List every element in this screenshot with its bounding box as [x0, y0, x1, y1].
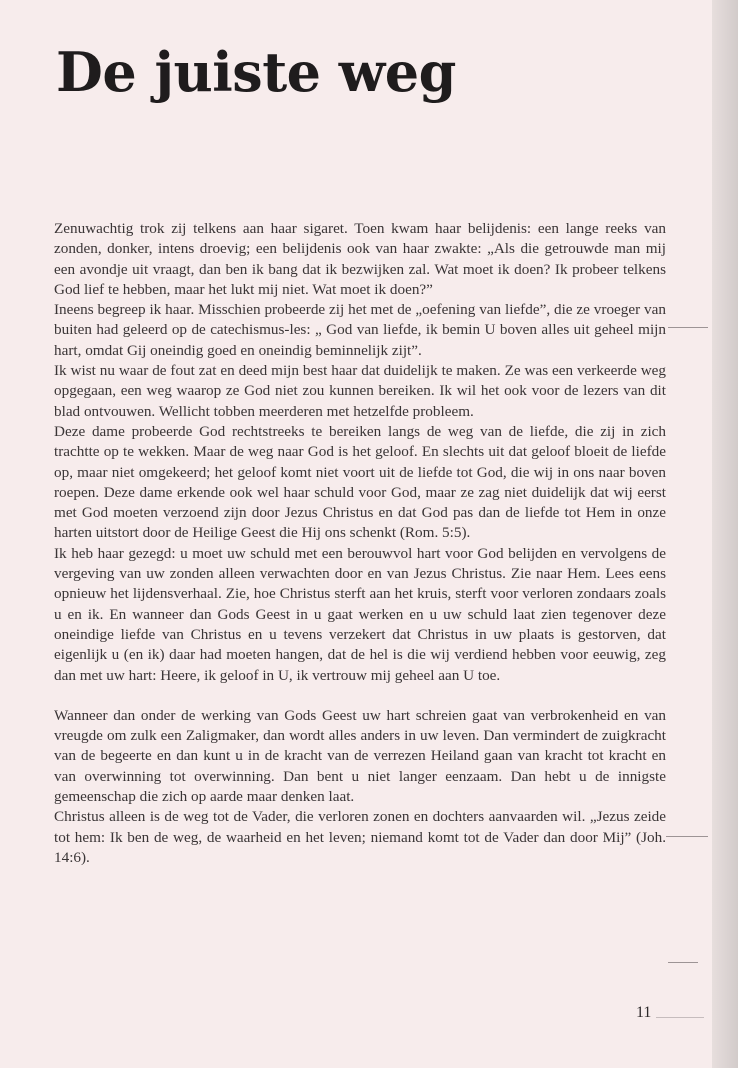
scan-mark — [666, 836, 708, 837]
paragraph: Christus alleen is de weg tot de Vader, die verloren zonen en dochters aanvaarden wil. „Jezus zeide tot hem: Ik ben de weg, de waarheid en het leven; niemand komt tot de Vader dan door Mij” (Joh. 14:6). — [54, 808, 666, 866]
article-title: De juiste weg — [56, 40, 456, 104]
paragraph: Ik wist nu waar de fout zat en deed mijn best haar dat duidelijk te maken. Ze was een verkeerde weg opgegaan, een weg waarop ze God niet zou kunnen bereiken. Ik wil het ook voor de lezers van dit blad ontvouwen. Wellicht tobben meerderen met hetzelfde probleem. — [54, 362, 666, 420]
paragraph: Zenuwachtig trok zij telkens aan haar sigaret. Toen kwam haar belijdenis: een lange reeks van zonden, donker, intens droevig; een belijdenis ook van haar zwakte: „Als die getrouwde man mij een avondje uit vraagt, dan ben ik bang dat ik bezwijken zal. Wat moet ik doen? Ik probeer telkens God lief te hebben, maar het lukt mij niet. Wat moet ik doen?” — [54, 220, 666, 298]
page-edge — [712, 0, 738, 1068]
scan-mark — [656, 1017, 704, 1018]
paragraph: Ineens begreep ik haar. Misschien probeerde zij het met de „oefening van liefde”, die ze vroeger van buiten had geleerd op de catechismus-les: „ God van liefde, ik bemin U boven alles uit geheel mijn hart, omdat Gij oneindig goed en oneindig beminnelijk zijt”. — [54, 301, 666, 359]
page-number: 11 — [636, 1004, 652, 1021]
scan-mark — [668, 962, 698, 963]
paragraph: Ik heb haar gezegd: u moet uw schuld met een berouwvol hart voor God belijden en vervolgens de vergeving van uw zonden alleen verwachten door en van Jezus Christus. Zie naar Hem. Lees eens opnieuw het lijdensverhaal. Zie, hoe Christus sterft aan het kruis, sterft voor verloren zondaars zoals u en ik. En wanneer dan Gods Geest in u gaat werken en u uw schuld laat zien tegenover deze oneindige liefde van Christus en u tevens verzekert dat Christus in uw plaats is gestorven, dat eigenlijk u (en ik) daar had moeten hangen, dat de hel is die wij verdiend hebben voor eeuwig, zeg dan met uw hart: Heere, ik geloof in U, ik vertrouw mij geheel aan U toe. — [54, 544, 666, 684]
article-body — [54, 219, 666, 868]
scan-mark — [668, 327, 708, 328]
paragraph: Deze dame probeerde God rechtstreeks te bereiken langs de weg van de liefde, die zij in zich trachtte op te wekken. Maar de weg naar God is het geloof. En slechts uit dat geloof bloeit de liefde op, maar niet omgekeerd; het geloof komt niet voort uit de liefde tot God, die wij in ons naar boven roepen. Deze dame erkende ook wel haar schuld voor God, maar ze zag niet duidelijk dat wij eerst met God moeten verzoend zijn door Jezus Christus en dat God pas dan de liefde tot Hem in onze harten uitstort door de Heilige Geest die Hij ons schenkt (Rom. 5:5). — [54, 422, 666, 542]
paragraph: Wanneer dan onder de werking van Gods Geest uw hart schreien gaat van verbrokenheid en van vreugde om zulk een Zaligmaker, dan wordt alles anders in uw leven. Dan vermindert de zuigkracht van de begeerte en dan kunt u in de kracht van de verrezen Heiland gaan van kracht tot kracht en van overwinning tot overwinning. Dan bent u niet langer eenzaam. Dan hebt u de innigste gemeenschap die zich op aarde maar denken laat. — [54, 706, 666, 806]
